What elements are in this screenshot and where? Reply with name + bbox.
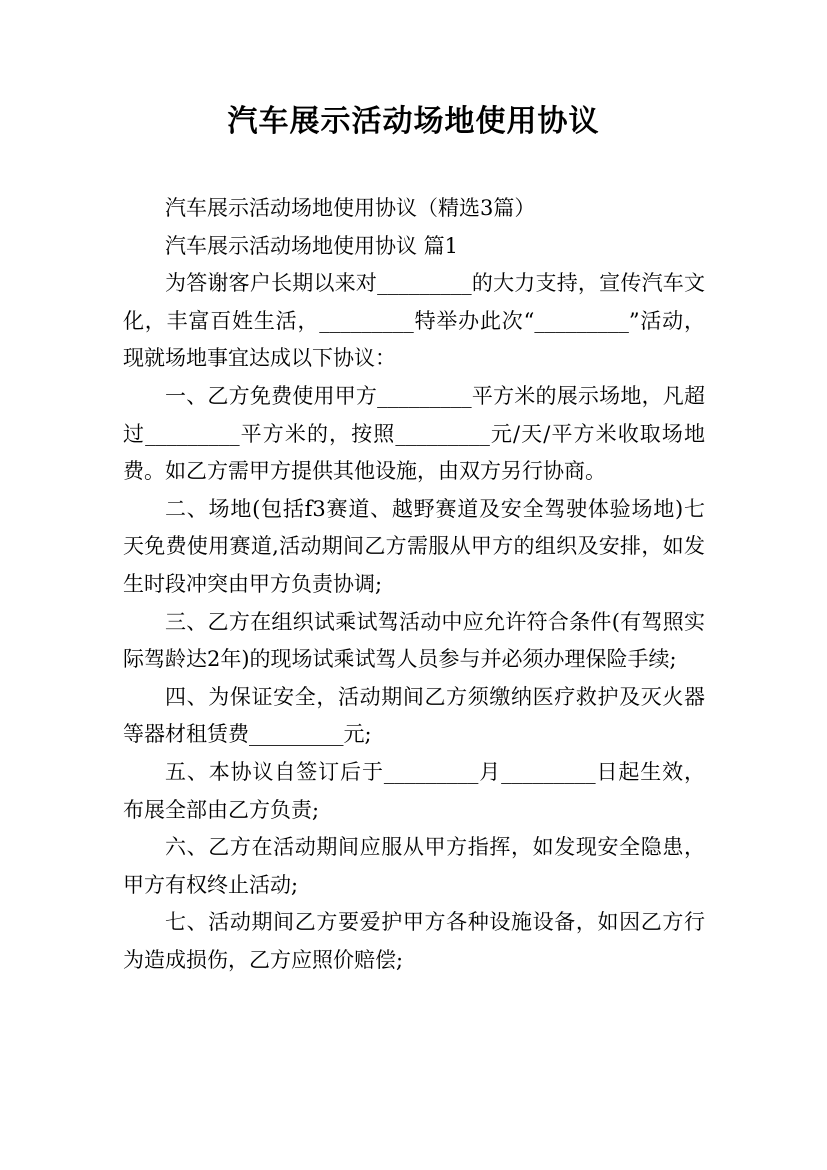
clause-5: 五、本协议自签订后于_________月_________日起生效，布展全部由乙方负责;	[123, 759, 705, 822]
intro-paragraph: 为答谢客户长期以来对_________的大力支持，宣传汽车文化，丰富百姓生活，_________特举办此次“_________”活动，现就场地事宜达成以下协议：	[123, 271, 705, 371]
document-subtitle: 汽车展示活动场地使用协议（精选3篇）	[165, 196, 536, 220]
clause-3: 三、乙方在组织试乘试驾活动中应允许符合条件(有驾照实际驾龄达2年)的现场试乘试驾人员参与并必须办理保险手续;	[123, 609, 705, 672]
clause-1: 一、乙方免费使用甲方_________平方米的展示场地，凡超过_________平方米的，按照_________元/天/平方米收取场地费。如乙方需甲方提供其他设施，由双方另行协商。	[123, 383, 705, 484]
clause-7: 七、活动期间乙方要爱护甲方各种设施设备，如因乙方行为造成损伤，乙方应照价赔偿;	[123, 910, 705, 972]
clause-6: 六、乙方在活动期间应服从甲方指挥，如发现安全隐患，甲方有权终止活动;	[123, 835, 705, 897]
clause-4: 四、为保证安全，活动期间乙方须缴纳医疗救护及灭火器等器材租赁费_________元;	[123, 684, 705, 747]
section-heading: 汽车展示活动场地使用协议 篇1	[165, 233, 459, 258]
document-title: 汽车展示活动场地使用协议	[227, 104, 600, 139]
clause-2: 二、场地(包括f3赛道、越野赛道及安全驾驶体验场地)七天免费使用赛道,活动期间乙方需服从甲方的组织及安排，如发生时段冲突由甲方负责协调;	[123, 496, 705, 596]
document-body	[123, 190, 705, 979]
